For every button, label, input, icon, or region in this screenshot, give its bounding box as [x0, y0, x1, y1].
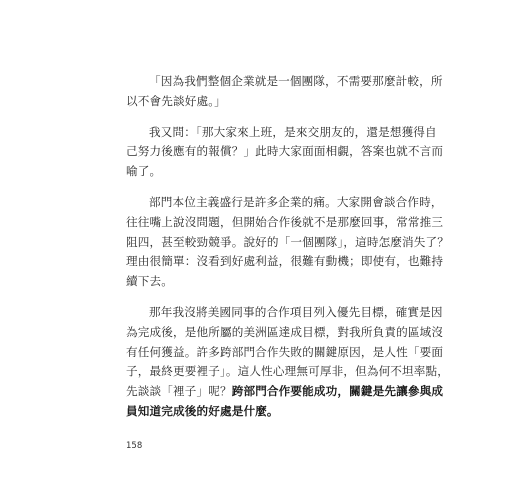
text-segment: 往往嘴上說沒問題，但開始合作後就不是那麼回事，常常推三	[126, 214, 444, 229]
text-segment: 理由很簡單：沒看到好處利益，很難有動機；即使有，也難持	[126, 254, 444, 269]
text-line	[126, 123, 437, 143]
text-line	[126, 362, 450, 382]
page-number: 158	[126, 441, 143, 451]
text-segment: 我又問：「那大家來上班，是來交朋友的，還是想獲得自	[149, 124, 437, 139]
text-segment: 「因為我們整個企業就是一個團隊，不需要那麼計較，所	[149, 74, 443, 88]
text-line	[126, 162, 388, 182]
text-segment: 喻了。	[126, 164, 162, 179]
text-line	[126, 233, 450, 253]
text-line	[126, 92, 388, 112]
text-line	[126, 303, 443, 323]
text-line	[126, 193, 443, 213]
text-line	[126, 402, 388, 422]
text-segment: 為完成後，是他所屬的美洲區達成目標，對我所負責的區域沒	[126, 324, 444, 339]
text-line	[126, 343, 444, 363]
text-segment: 子，最終更要裡子」。這人性心理無可厚非，但為何不坦率點，	[126, 364, 450, 379]
text-segment: 己努力後應有的報償？」此時大家面面相覷，答案也就不言而	[126, 144, 444, 159]
bold-text: 員知道完成後的好處是什麼。	[126, 403, 279, 418]
text-line	[126, 323, 444, 343]
text-segment: 阻四，甚至較勁競爭。說好的「一個團隊」，這時怎麼消失了？	[126, 234, 450, 249]
paragraph	[126, 303, 450, 422]
text-segment: 續下去。	[126, 274, 173, 289]
text-line	[126, 213, 444, 233]
paragraph	[126, 193, 450, 292]
text-segment: 有任何獲益。許多跨部門合作失敗的關鍵原因，是人性「要面	[126, 344, 444, 359]
paragraph	[126, 123, 444, 182]
paragraph	[126, 72, 443, 112]
text-line	[126, 72, 443, 92]
text-line	[126, 252, 444, 272]
bold-text: 跨部門合作要能成功，關鍵是先讓參與成	[231, 384, 444, 399]
body-text	[126, 72, 450, 433]
text-line	[126, 272, 388, 292]
text-line	[126, 382, 444, 402]
text-line	[126, 142, 444, 162]
text-segment: 以不會先談好處。」	[126, 93, 226, 108]
text-segment: 部門本位主義盛行是許多企業的痛。大家開會談合作時，	[149, 194, 443, 209]
text-segment: 那年我沒將美國同事的合作項目列入優先目標，確實是因	[149, 304, 443, 319]
text-segment: 先談談「裡子」呢？	[126, 384, 232, 399]
